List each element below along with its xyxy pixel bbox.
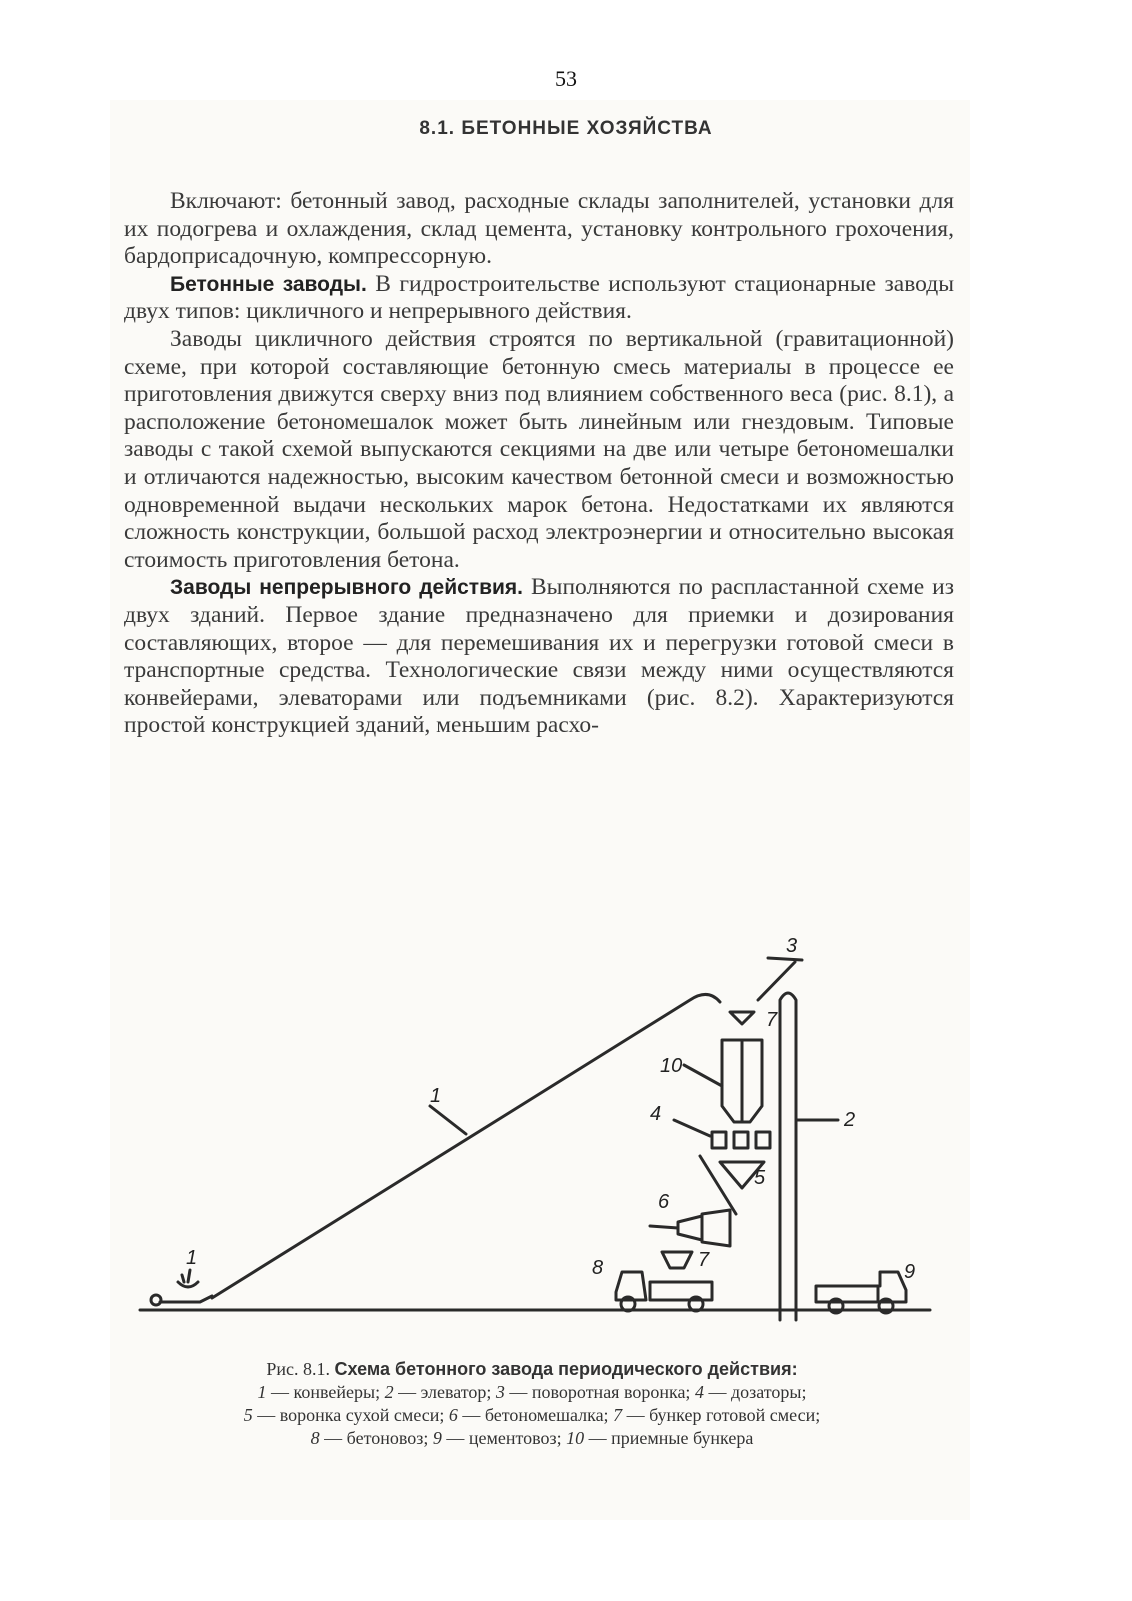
doser-2 — [734, 1132, 748, 1148]
paragraph-4 — [124, 574, 954, 740]
label-1-conveyor: 1 — [430, 1085, 442, 1107]
paragraph-2-text: В гидростроительстве используют стационарные заводы двух типов: цикличного и непрерывного действия. — [124, 270, 954, 325]
legend-num: 5 — [243, 1405, 253, 1425]
paragraph-2-heading: Бетонные заводы. — [170, 272, 367, 296]
leader-6 — [650, 1226, 678, 1228]
legend-text: — поворотная воронка; — [504, 1382, 695, 1402]
rotating-funnel — [730, 1012, 754, 1024]
label-3: 3 — [786, 935, 798, 957]
figure-8-1 — [130, 930, 950, 1350]
legend-num: 6 — [448, 1405, 458, 1425]
caption-line-3 — [112, 1404, 952, 1427]
legend-text: — дозаторы; — [703, 1382, 807, 1402]
legend-num: 3 — [495, 1382, 505, 1402]
paragraph-1: Включают: бетонный завод, расходные склады заполнителей, установки для их подогрева и охлаждения, склад цемента, установку контрольного грохочения, бардоприсадочную, компрессорную. — [124, 188, 954, 270]
body-text — [124, 188, 954, 740]
label-6: 6 — [658, 1191, 670, 1213]
concrete-truck — [616, 1272, 712, 1311]
leader-1 — [430, 1106, 466, 1134]
legend-text: — бетоновоз; — [319, 1428, 433, 1448]
legend-text: — бункер готовой смеси; — [622, 1405, 821, 1425]
legend-num: 2 — [384, 1382, 394, 1402]
legend-text: — воронка сухой смеси; — [252, 1405, 449, 1425]
legend-num: 4 — [694, 1382, 704, 1402]
label-7-top: 7 — [766, 1009, 778, 1031]
doser-1 — [712, 1132, 726, 1148]
leader-4 — [674, 1120, 710, 1136]
paragraph-4-text: Выполняются по распластанной схеме из двух зданий. Первое здание предназначено для приемки и дозирования составляющих, второе — для перемешивания их и перегрузки готовой смеси в транспортные средства. Технологические связи между ними осуществляются конвейерами, элеваторами или подъемниками (рис. 8.2). Характеризуются простой конструкцией зданий, меньшим расхо- — [124, 574, 954, 739]
legend-num: 8 — [310, 1428, 320, 1448]
doser-3 — [756, 1132, 770, 1148]
caption-prefix: Рис. 8.1. — [266, 1359, 335, 1379]
leader-10 — [684, 1065, 722, 1086]
label-9: 9 — [904, 1261, 916, 1283]
legend-text: — элеватор; — [393, 1382, 496, 1402]
pit-roller — [151, 1295, 161, 1305]
legend-num: 7 — [613, 1405, 623, 1425]
legend-text: — конвейеры; — [266, 1382, 385, 1402]
caption-title: Схема бетонного завода периодического действия: — [334, 1359, 798, 1379]
plant-schematic — [130, 930, 950, 1350]
legend-text: — цементовоз; — [441, 1428, 567, 1448]
elevator — [780, 993, 796, 1320]
legend-text: — бетономешалка; — [457, 1405, 614, 1425]
caption-line-1 — [112, 1358, 952, 1381]
label-4: 4 — [650, 1103, 662, 1125]
caption-line-2 — [112, 1381, 952, 1404]
label-5: 5 — [754, 1167, 766, 1189]
finished-mix-hopper — [662, 1252, 692, 1268]
concrete-mixer — [678, 1216, 702, 1240]
cement-truck — [816, 1272, 906, 1313]
paragraph-3: Заводы цикличного действия строятся по вертикальной (гравитационной) схеме, при которой составляющие бетонную смесь материалы в процессе ее приготовления движутся сверху вниз под влиянием собственного веса (рис. 8.1), а расположение бетономешалок может быть линейным или гнездовым. Типовые заводы с такой схемой выпускаются секциями на две или четыре бетономешалки и отличаются надежностью, высоким качеством бетонной смеси и возможностью одновременной выдачи нескольких марок бетона. Недостатками их являются сложность конструкции, большой расход электроэнергии и относительно высокая стоимость приготовления бетона. — [124, 325, 954, 573]
section-title: 8.1. БЕТОННЫЕ ХОЗЯЙСТВА — [419, 118, 713, 139]
label-8: 8 — [592, 1257, 604, 1279]
figure-caption — [112, 1358, 952, 1450]
legend-num: 10 — [566, 1428, 585, 1448]
legend-num: 1 — [257, 1382, 267, 1402]
paragraph-4-heading: Заводы непрерывного действия. — [170, 576, 523, 600]
label-10: 10 — [660, 1055, 683, 1077]
label-1-pit: 1 — [186, 1247, 198, 1269]
label-2: 2 — [844, 1109, 856, 1131]
inclined-conveyor — [212, 994, 720, 1298]
legend-text: — приемные бункера — [584, 1428, 754, 1448]
receiving-pit — [160, 1296, 212, 1302]
label-7-bottom: 7 — [698, 1249, 710, 1271]
page-number: 53 — [555, 66, 577, 91]
caption-line-4 — [112, 1427, 952, 1450]
paragraph-2 — [124, 271, 954, 326]
legend-num: 9 — [432, 1428, 442, 1448]
